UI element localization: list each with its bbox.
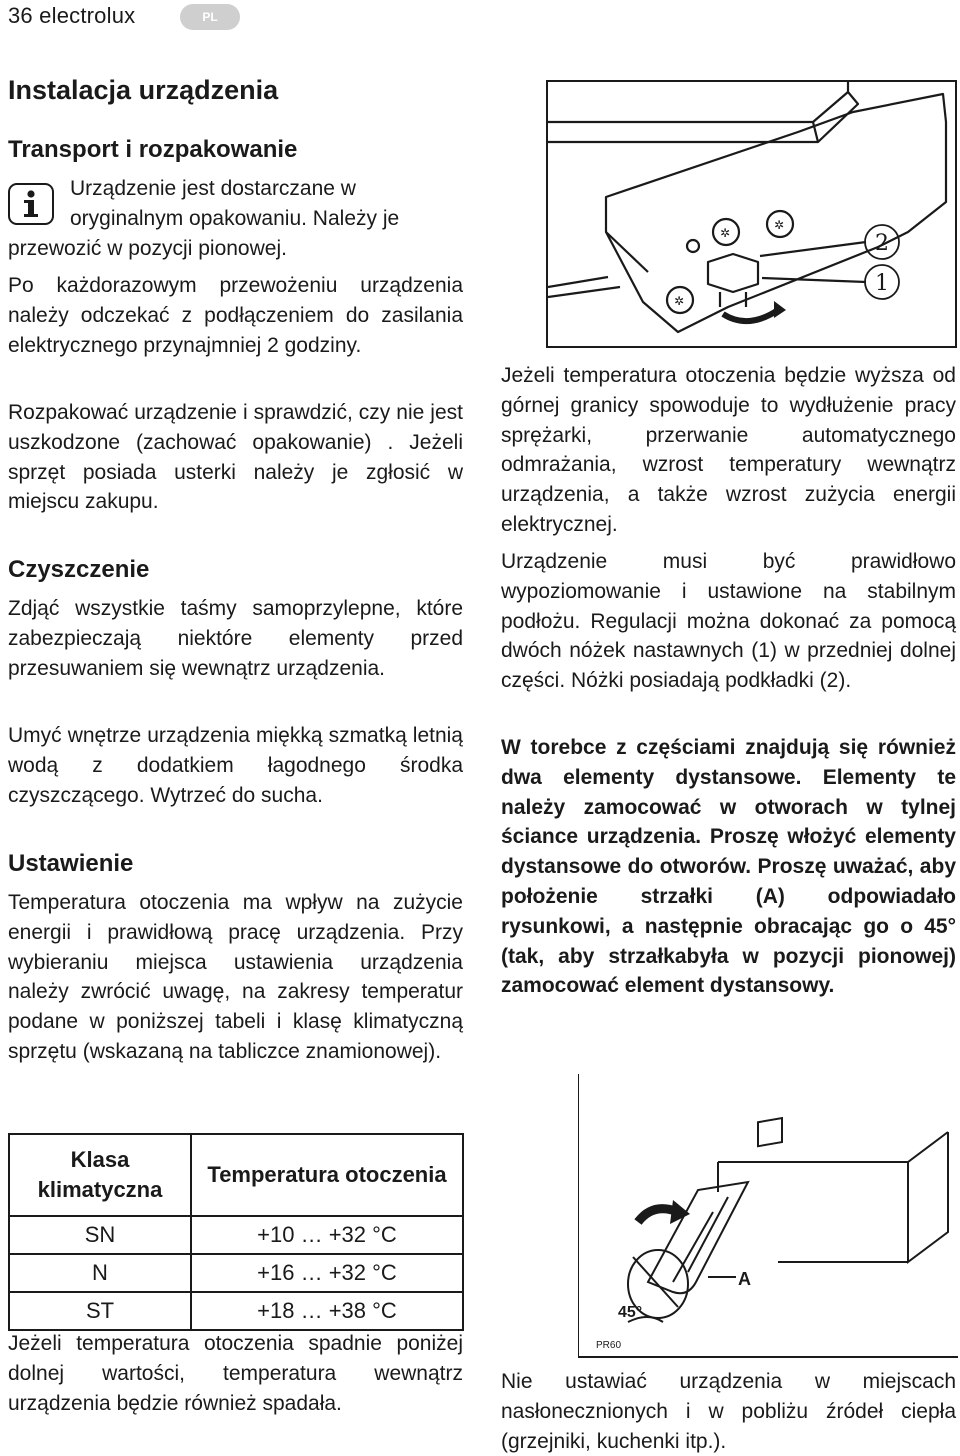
svg-text:✲: ✲	[674, 294, 685, 308]
right-paragraph-4: Nie ustawiać urządzenia w miejscach nasłonecznionych i w pobliżu źródeł ciepła (grzejniki, kuchenki itp.).	[501, 1370, 956, 1453]
figure-label-a: A	[738, 1269, 751, 1289]
setup-paragraph-1: Temperatura otoczenia ma wpływ na zużycie energii i prawidłową pracę urządzenia. Przy wybieraniu miejsca ustawienia urządzenia należy zwrócić uwagę, na zakresy temperatur podane w poniższej tabeli i klasę klimatyczną sprzętu (wskazaną na tabliczce znamionowej).	[8, 891, 463, 1063]
transport-paragraph-3: Rozpakować urządzenie i sprawdzić, czy nie jest uszkodzone (zachować opakowanie) . Jeżeli sprzęt posiada usterki należy je zgłosić w miejscu zakupu.	[8, 401, 463, 514]
language-badge: PL	[180, 4, 240, 30]
figure-code: PR60	[596, 1340, 622, 1351]
table-cell-temperature: +18 … +38 °C	[191, 1292, 463, 1330]
svg-text:✲: ✲	[720, 226, 731, 240]
table-row	[9, 1292, 463, 1330]
table-header-temperature: Temperatura otoczenia	[191, 1134, 463, 1216]
figure-adjustable-feet	[546, 80, 957, 348]
cleaning-heading: Czyszczenie	[8, 556, 150, 583]
info-line-3: przewozić w pozycji pionowej.	[8, 237, 287, 260]
table-cell-temperature: +16 … +32 °C	[191, 1254, 463, 1292]
right-paragraph-spacers: W torebce z częściami znajdują się również dwa elementy dystansowe. Elementy te należy zamocować w otworach w tylnej ściance urządzenia. Proszę włożyć elementy dystansowe do otworów. Proszę uważać, aby położenie strzałki (A) odpowiadało rysunkowi, a następnie obracając go o 45° (tak, aby strzałkabyła w pozycji pionowej) zamocować element dystansowy.	[501, 736, 956, 998]
setup-paragraph-2: Jeżeli temperatura otoczenia spadnie poniżej dolnej wartości, temperatura wewnątrz urządzenia będzie również spadała.	[8, 1332, 463, 1415]
cleaning-paragraph-1: Zdjąć wszystkie taśmy samoprzylepne, które zabezpieczają niektóre elementy przed przesuwaniem się wewnątrz urządzenia.	[8, 597, 463, 680]
table-row	[9, 1216, 463, 1254]
right-paragraph-1: Jeżeli temperatura otoczenia będzie wyższa od górnej granicy spowoduje to wydłużenie pracy sprężarki, przerwanie automatycznego odmrażania, wzrost temperatury wewnątrz urządzenia, a także wzrost zużycia energii elektrycznej.	[501, 364, 956, 536]
info-icon	[8, 183, 54, 225]
figure-label-angle: 45°	[618, 1304, 643, 1321]
svg-text:✲: ✲	[774, 218, 785, 232]
figure-spacer-element	[578, 1072, 958, 1360]
table-cell-class: N	[9, 1254, 191, 1292]
climate-class-table	[8, 1133, 464, 1331]
right-paragraph-2: Urządzenie musi być prawidłowo wypoziomowanie i ustawione na stabilnym podłożu. Regulacji można dokonać za pomocą dwóch nóżek nastawnych (1) w przedniej dolnej części. Nóżki posiadają podkładki (2).	[501, 550, 956, 693]
info-line-1: Urządzenie jest dostarczane w	[70, 177, 356, 200]
transport-heading: Transport i rozpakowanie	[8, 136, 298, 163]
page-title: Instalacja urządzenia	[8, 75, 279, 105]
table-cell-class: ST	[9, 1292, 191, 1330]
setup-heading: Ustawienie	[8, 850, 134, 877]
table-row	[9, 1254, 463, 1292]
table-header-class: Klasa klimatyczna	[9, 1134, 191, 1216]
figure-label-2: 2	[875, 231, 889, 256]
page-header-label: 36 electrolux	[8, 3, 136, 28]
transport-paragraph-2: Po każdorazowym przewożeniu urządzenia należy odczekać z podłączeniem do zasilania elektrycznego przynajmniej 2 godziny.	[8, 274, 463, 357]
figure-label-1: 1	[875, 271, 889, 296]
table-cell-class: SN	[9, 1216, 191, 1254]
info-line-2: oryginalnym opakowaniu. Należy je	[70, 207, 400, 230]
table-cell-temperature: +10 … +32 °C	[191, 1216, 463, 1254]
cleaning-paragraph-2: Umyć wnętrze urządzenia miękką szmatką letnią wodą z dodatkiem łagodnego środka czyszczącego. Wytrzeć do sucha.	[8, 724, 463, 807]
